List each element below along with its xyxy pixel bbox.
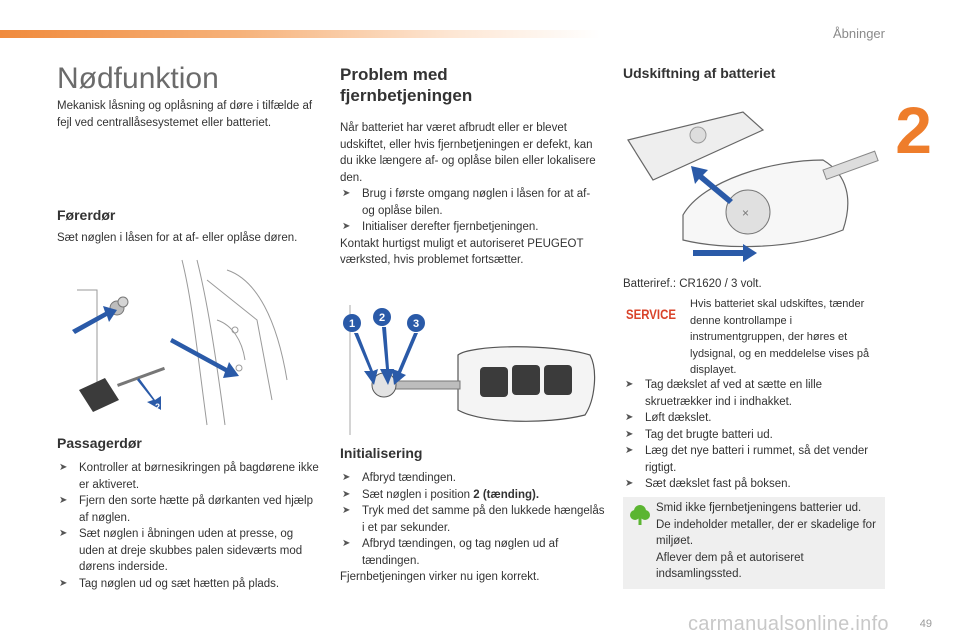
emergency-intro: Mekanisk låsning og oplåsning af døre i tilfælde af fejl ved centrallåsesystemet eller batteriet. — [57, 100, 313, 129]
bullet-icon: ➤ — [342, 505, 351, 516]
remote-problem-steps — [340, 186, 605, 236]
bullet-icon: ➤ — [625, 412, 634, 423]
battery-heading: Udskiftning af batteriet — [623, 65, 776, 81]
list-item: ➤ Tryk med det samme på den lukkede hængelås i et par sekunder. — [342, 505, 605, 534]
list-item: ➤ Sæt dækslet fast på boksen. — [623, 476, 885, 493]
section-title: Åbninger — [832, 26, 885, 41]
bullet-icon: ➤ — [59, 528, 68, 539]
bullet-icon: ➤ — [342, 221, 351, 232]
battery-replacement-illustration — [623, 100, 885, 265]
list-item: ➤ Afbryd tændingen, og tag nøglen ud af tændingen. — [342, 538, 559, 567]
bullet-icon: ➤ — [625, 445, 634, 456]
door-lock-illustration — [57, 260, 319, 425]
list-item: ➤ Sæt nøglen i position 2 (tænding). — [340, 487, 605, 504]
passenger-door-section — [57, 434, 319, 592]
battery-steps — [623, 377, 885, 493]
list-item: ➤ Løft dækslet. — [623, 410, 885, 427]
watermark: carmanualsonline.info — [688, 613, 889, 635]
bullet-icon: ➤ — [342, 472, 351, 483]
step-label: 3 — [413, 318, 420, 330]
battery-steps-section — [623, 377, 885, 493]
service-warning-icon — [626, 303, 678, 323]
environment-note-text: Smid ikke fjernbetjeningens batterier ud. De indeholder metaller, der er skadelige for miljøet. Aflever dem på et autoriseret indsamlingssted. — [656, 502, 876, 580]
list-item: ➤ Kontroller at børnesikringen på bagdørene ikke er aktiveret. — [59, 462, 319, 491]
bullet-icon: ➤ — [625, 428, 634, 440]
driver-door-heading: Førerdør — [57, 207, 116, 223]
bullet-icon: ➤ — [59, 577, 68, 589]
column-remote-problem — [340, 64, 605, 269]
list-item: ➤ Brug i første omgang nøglen i låsen for at af- og oplåse bilen. — [342, 188, 591, 217]
remote-problem-heading: Problem med fjernbetjeningen — [340, 65, 473, 105]
initialisation-heading: Initialisering — [340, 445, 423, 461]
list-item: ➤ Tag det brugte batteri ud. — [623, 427, 885, 444]
bullet-icon: ➤ — [342, 538, 351, 549]
passenger-door-heading: Passagerdør — [57, 435, 142, 451]
column-emergency — [57, 62, 319, 247]
header-accent-bar — [0, 30, 600, 38]
bullet-icon: ➤ — [625, 379, 634, 390]
svg-text:SERVICE: SERVICE — [626, 306, 676, 322]
key-initialisation-illustration — [340, 305, 605, 435]
remote-problem-intro: Når batteriet har været afbrudt eller er blevet udskiftet, eller hvis fjernbetjeningen er defekt, kan du ikke længere af- og oplåse bilen eller lokalisere den. — [340, 122, 596, 184]
svg-text:×: × — [742, 206, 750, 220]
list-item: ➤ Læg det nye batteri i rummet, så det vender rigtigt. — [625, 445, 869, 474]
driver-door-text: Sæt nøglen i låsen for at af- eller oplåse døren. — [57, 232, 298, 244]
remote-problem-outro: Kontakt hurtigst muligt et autoriseret PEUGEOT værksted, hvis problemet fortsætter. — [340, 237, 584, 266]
list-item: ➤ Sæt nøglen i åbningen uden at presse, og uden at dreje skubbes palen sideværts mod dørens inderside. — [59, 528, 303, 573]
initialisation-steps — [340, 470, 605, 569]
tree-icon — [630, 504, 650, 526]
chapter-number: 2 — [895, 93, 932, 167]
bullet-icon: ➤ — [342, 188, 351, 199]
list-item: ➤ Tag nøglen ud og sæt hætten på plads. — [57, 576, 319, 593]
passenger-steps — [57, 460, 319, 592]
bullet-icon: ➤ — [625, 478, 634, 489]
page-title: Nødfunktion — [57, 62, 219, 95]
bullet-icon: ➤ — [59, 495, 68, 506]
column-battery — [623, 64, 888, 82]
service-warning-text: Hvis batteriet skal udskiftes, tænder denne kontrollampe i instrumentgruppen, der høres et lydsignal, og en meddelelse vises på displayet. — [690, 298, 870, 376]
list-item: ➤ Initialiser derefter fjernbetjeningen. — [340, 219, 605, 236]
step-label: 1 — [349, 318, 356, 330]
bullet-icon: ➤ — [59, 462, 68, 473]
initialisation-outro: Fjernbetjeningen virker nu igen korrekt. — [340, 571, 540, 583]
page-number: 49 — [919, 618, 932, 630]
step-label: 2 — [379, 312, 386, 324]
illustration-label: 2 — [155, 402, 161, 412]
list-item: ➤ Afbryd tændingen. — [340, 470, 605, 487]
list-item: ➤ Fjern den sorte hætte på dørkanten ved hjælp af nøglen. — [59, 495, 313, 524]
list-item: ➤ Tag dækslet af ved at sætte en lille skruetrækker ind i indhakket. — [625, 379, 823, 408]
bullet-icon: ➤ — [342, 488, 351, 500]
battery-ref: Batteriref.: CR1620 / 3 volt. — [623, 278, 762, 290]
initialisation-section — [340, 444, 605, 586]
